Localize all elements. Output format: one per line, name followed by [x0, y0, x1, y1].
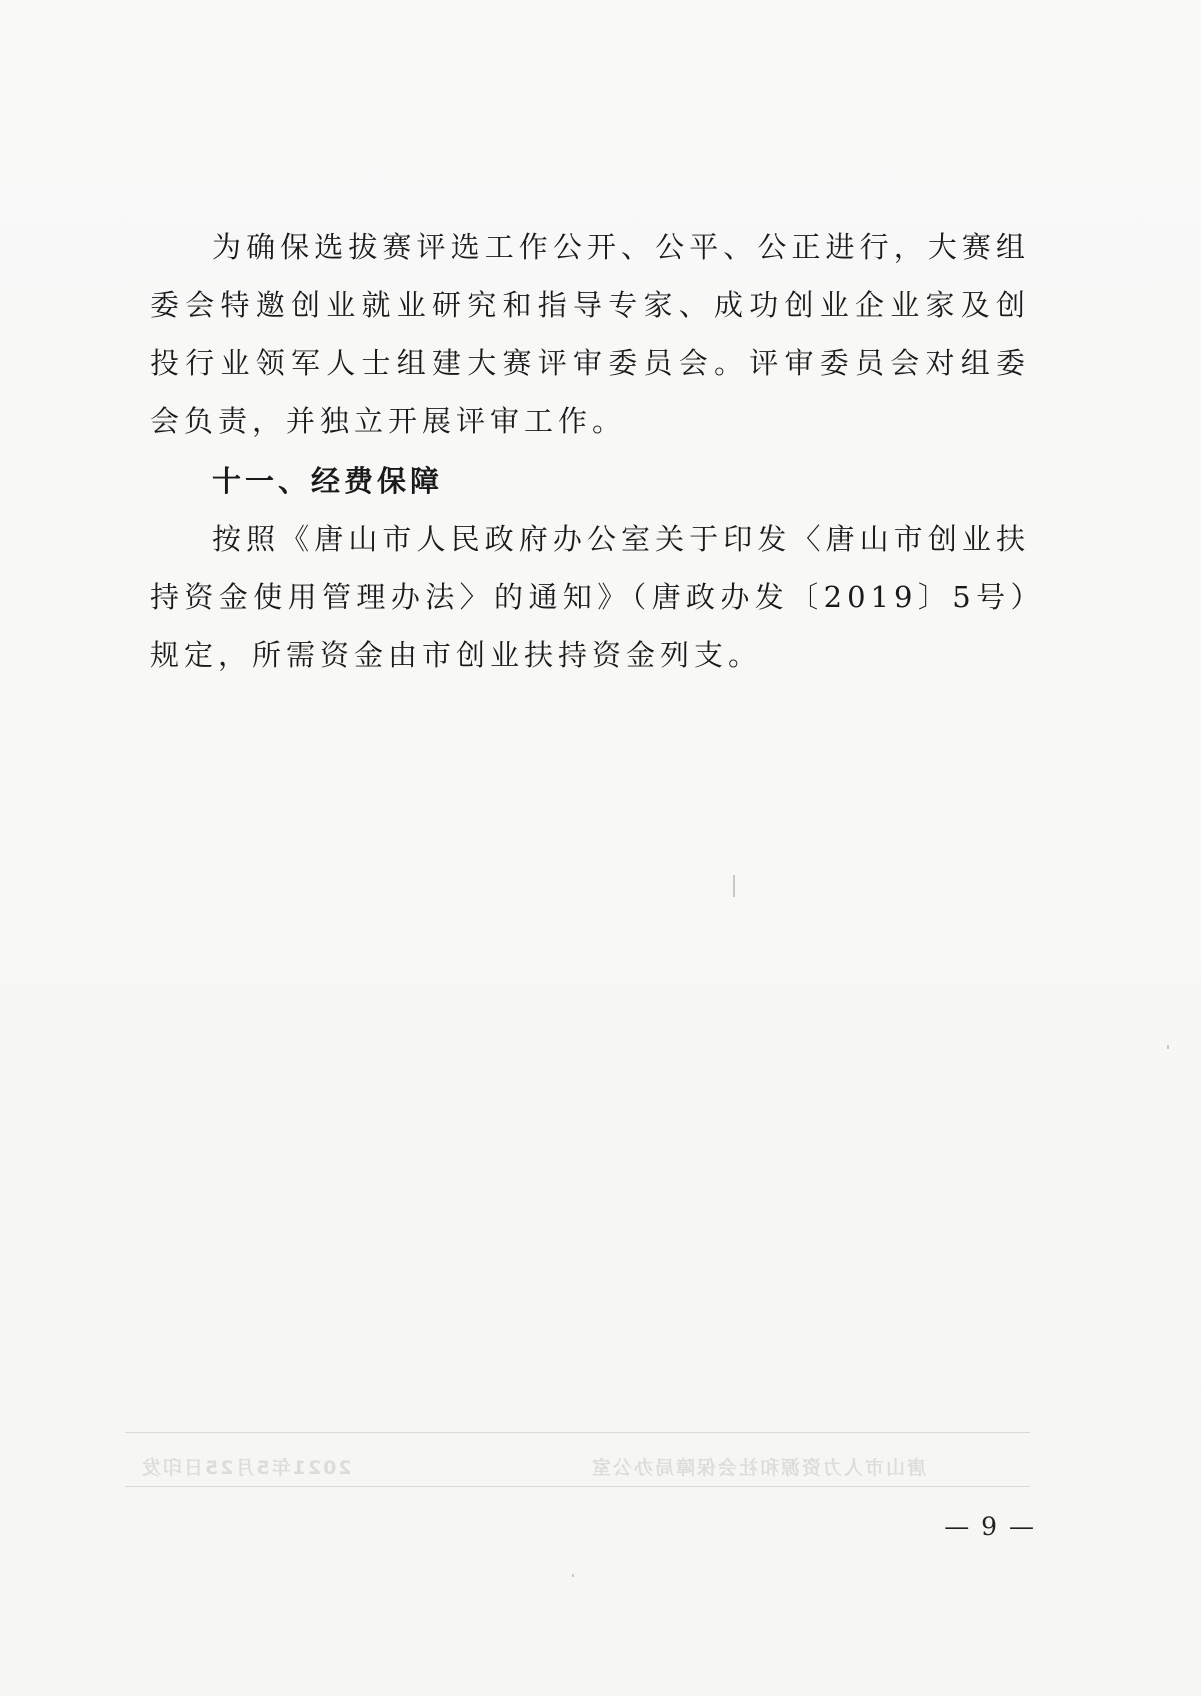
paragraph-text: 按照《唐山市人民政府办公室关于印发〈唐山市创业扶持资金使用管理办法〉的通知》（唐政办发〔2019〕5号）规定，所需资金由市创业扶持资金列支。 [150, 522, 1030, 672]
paragraph-evaluation-committee [150, 218, 1030, 450]
scan-speck [1167, 1045, 1169, 1049]
scan-speck [733, 875, 735, 897]
bleed-through-rule-top [125, 1432, 1030, 1433]
section-heading-text: 十一、经费保障 [212, 464, 444, 498]
page-number: — 9 — [944, 1512, 1036, 1541]
paragraph-funding [150, 510, 1030, 684]
bleed-through-issuer: 唐山市人力资源和社会保障局办公室 [590, 1457, 927, 1479]
bleed-through-rule-bottom [125, 1486, 1030, 1487]
scan-speck [572, 1574, 574, 1577]
section-heading-funding [150, 452, 1030, 510]
bleed-through-date: 2021年5月25日印发 [140, 1457, 352, 1479]
paragraph-text: 为确保选拔赛评选工作公开、公平、公正进行，大赛组委会特邀创业就业研究和指导专家、成功创业企业家及创投行业领军人士组建大赛评审委员会。评审委员会对组委会负责，并独立开展评审工作。 [150, 230, 1030, 438]
